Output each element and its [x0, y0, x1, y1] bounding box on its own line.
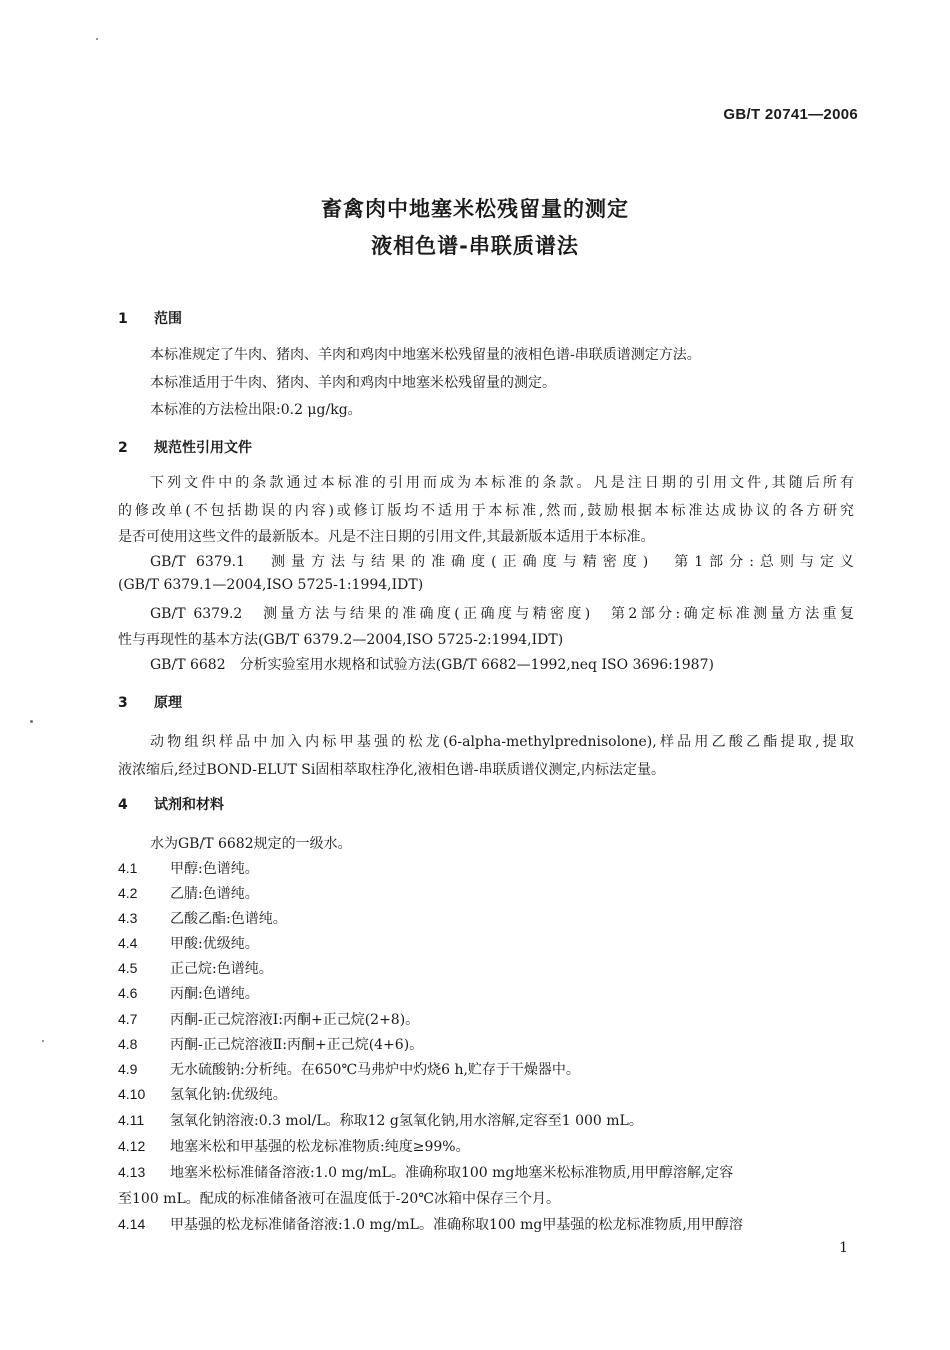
list-item: 4.6 丙酮:色谱纯。: [118, 985, 259, 1002]
document-title-line1: 畜禽肉中地塞米松残留量的测定: [321, 197, 629, 221]
list-item: 4.5 正己烷:色谱纯。: [118, 960, 273, 977]
scan-speck: [42, 1040, 44, 1042]
list-item: 4.1 甲醇:色谱纯。: [118, 860, 259, 877]
paragraph: 本标准的方法检出限:0.2 μg/kg。: [150, 402, 362, 418]
paragraph: 下列文件中的条款通过本标准的引用而成为本标准的条款。凡是注日期的引用文件,其随后所有: [150, 475, 854, 491]
list-item: 4.8 丙酮-正己烷溶液Ⅱ:丙酮+正己烷(4+6)。: [118, 1036, 424, 1053]
section-heading-reagents: 4 试剂和材料: [118, 797, 224, 813]
list-item: 4.10 氢氧化钠:优级纯。: [118, 1086, 287, 1103]
reference-entry: (GB/T 6379.1—2004,ISO 5725-1:1994,IDT): [118, 577, 424, 593]
list-item: 4.2 乙腈:色谱纯。: [118, 885, 259, 902]
paragraph: 液浓缩后,经过BOND-ELUT Si固相萃取柱净化,液相色谱-串联质谱仪测定,内标法定量。: [118, 762, 665, 778]
document-title-line2: 液相色谱-串联质谱法: [371, 234, 579, 258]
scan-speck: [30, 720, 33, 723]
reference-entry: GB/T 6379.1 测量方法与结果的准确度(正确度与精密度) 第1部分:总则与定义: [150, 554, 854, 570]
list-item: 4.4 甲酸:优级纯。: [118, 935, 259, 952]
list-item: 4.9 无水硫酸钠:分析纯。在650℃马弗炉中灼烧6 h,贮存于干燥器中。: [118, 1061, 580, 1078]
paragraph: 水为GB/T 6682规定的一级水。: [150, 836, 352, 852]
list-item-continuation: 至100 mL。配成的标准储备液可在温度低于-20℃冰箱中保存三个月。: [118, 1191, 560, 1207]
reference-entry: GB/T 6682 分析实验室用水规格和试验方法(GB/T 6682—1992,neq ISO 3696:1987): [150, 657, 714, 673]
list-item: 4.11 氢氧化钠溶液:0.3 mol/L。称取12 g氢氧化钠,用水溶解,定容至1 000 mL。: [118, 1112, 643, 1129]
paragraph: 是否可使用这些文件的最新版本。凡是不注日期的引用文件,其最新版本适用于本标准。: [118, 529, 655, 545]
paragraph: 本标准适用于牛肉、猪肉、羊肉和鸡肉中地塞米松残留量的测定。: [150, 375, 556, 391]
scan-speck: [96, 38, 98, 40]
list-item: 4.13 地塞米松标准储备溶液:1.0 mg/mL。准确称取100 mg地塞米松标准物质,用甲醇溶解,定容: [118, 1164, 734, 1181]
list-item: 4.12 地塞米松和甲基强的松龙标准物质:纯度≥99%。: [118, 1138, 470, 1155]
reference-entry: 性与再现性的基本方法(GB/T 6379.2—2004,ISO 5725-2:1994,IDT): [118, 632, 564, 648]
paragraph: 的修改单(不包括勘误的内容)或修订版均不适用于本标准,然而,鼓励根据本标准达成协议的各方研究: [118, 503, 854, 519]
list-item: 4.7 丙酮-正己烷溶液Ⅰ:丙酮+正己烷(2+8)。: [118, 1011, 420, 1028]
paragraph: 本标准规定了牛肉、猪肉、羊肉和鸡肉中地塞米松残留量的液相色谱-串联质谱测定方法。: [150, 347, 701, 363]
section-heading-references: 2 规范性引用文件: [118, 440, 252, 456]
list-item: 4.3 乙酸乙酯:色谱纯。: [118, 910, 287, 927]
list-item: 4.14 甲基强的松龙标准储备溶液:1.0 mg/mL。准确称取100 mg甲基强的松龙标准物质,用甲醇溶: [118, 1216, 743, 1233]
section-heading-principle: 3 原理: [118, 695, 182, 711]
standard-number: GB/T 20741—2006: [723, 106, 858, 123]
section-heading-scope: 1 范围: [118, 311, 182, 327]
paragraph: 动物组织样品中加入内标甲基强的松龙(6-alpha-methylprednisolone),样品用乙酸乙酯提取,提取: [150, 734, 854, 750]
page-number: 1: [839, 1240, 848, 1256]
reference-entry: GB/T 6379.2 测量方法与结果的准确度(正确度与精密度) 第2部分:确定标准测量方法重复: [150, 606, 854, 622]
